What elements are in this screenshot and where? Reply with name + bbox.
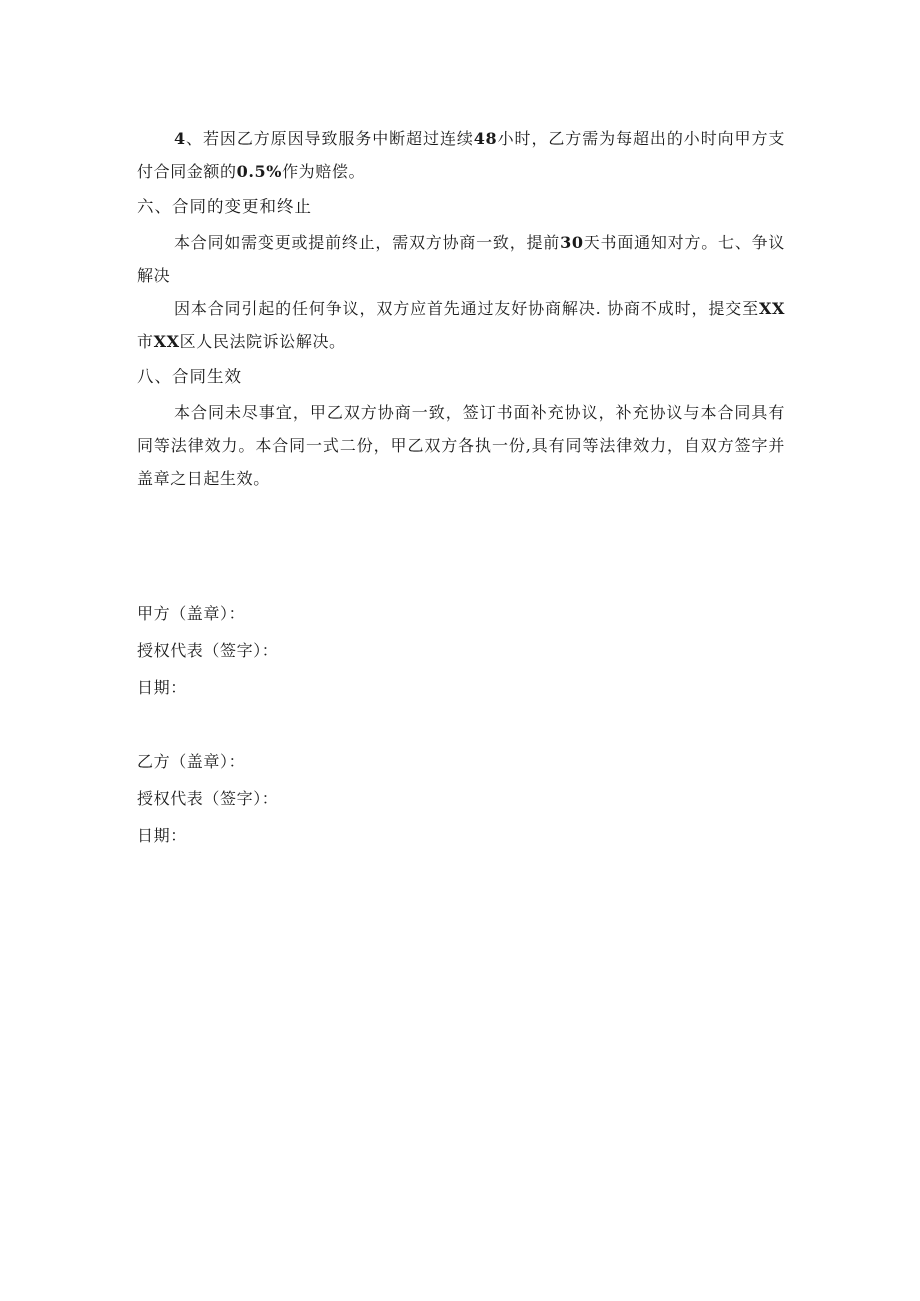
party-a-signature-block bbox=[137, 595, 537, 706]
hours-value: 48 bbox=[473, 129, 498, 148]
party-b-seal-label: 乙方（盖章）： bbox=[137, 752, 246, 771]
party-a-representative-label: 授权代表（签字）： bbox=[137, 641, 279, 660]
district-placeholder: XX bbox=[153, 332, 180, 351]
section-8-paragraph: 本合同未尽事宜，甲乙双方协商一致，签订书面补充协议，补充协议与本合同具有同等法律效力。本合同一式二份，甲乙双方各执一份,具有同等法律效力，自双方签字并盖章之日起生效。 bbox=[137, 403, 785, 488]
section-6-heading: 六、合同的变更和终止 bbox=[137, 197, 312, 216]
paragraph-text: 因本合同引起的任何争议，双方应首先通过友好协商解决. 协商不成时，提交至 bbox=[174, 299, 759, 318]
party-a-seal-label: 甲方（盖章）： bbox=[137, 604, 246, 623]
paragraph-text: 市 bbox=[137, 332, 154, 351]
clause-text: 小时，乙方需为每超出的小时向甲方支付合同金额的 bbox=[137, 129, 785, 181]
party-b-date-label: 日期： bbox=[137, 826, 187, 845]
clause-text: 作为赔偿。 bbox=[282, 162, 366, 181]
city-placeholder: XX bbox=[758, 299, 785, 318]
section-8-heading: 八、合同生效 bbox=[137, 367, 242, 386]
clause-number: 4 bbox=[174, 129, 186, 148]
clause-text: 、若因乙方原因导致服务中断超过连续 bbox=[185, 129, 474, 148]
section-7-paragraph bbox=[137, 292, 785, 358]
paragraph-text: 天书面通知对方。七、争议解决 bbox=[137, 233, 785, 285]
days-value: 30 bbox=[560, 233, 584, 252]
party-b-representative-label: 授权代表（签字）： bbox=[137, 789, 279, 808]
paragraph-text: 区人民法院诉讼解决。 bbox=[179, 332, 346, 351]
clause-4-paragraph bbox=[137, 122, 785, 188]
percent-value: 0.5% bbox=[236, 162, 283, 181]
party-a-date-label: 日期： bbox=[137, 678, 187, 697]
party-b-signature-block bbox=[137, 743, 537, 854]
paragraph-text: 本合同如需变更或提前终止，需双方协商一致，提前 bbox=[174, 233, 561, 252]
section-6-paragraph bbox=[137, 226, 785, 292]
contract-body bbox=[137, 122, 785, 495]
